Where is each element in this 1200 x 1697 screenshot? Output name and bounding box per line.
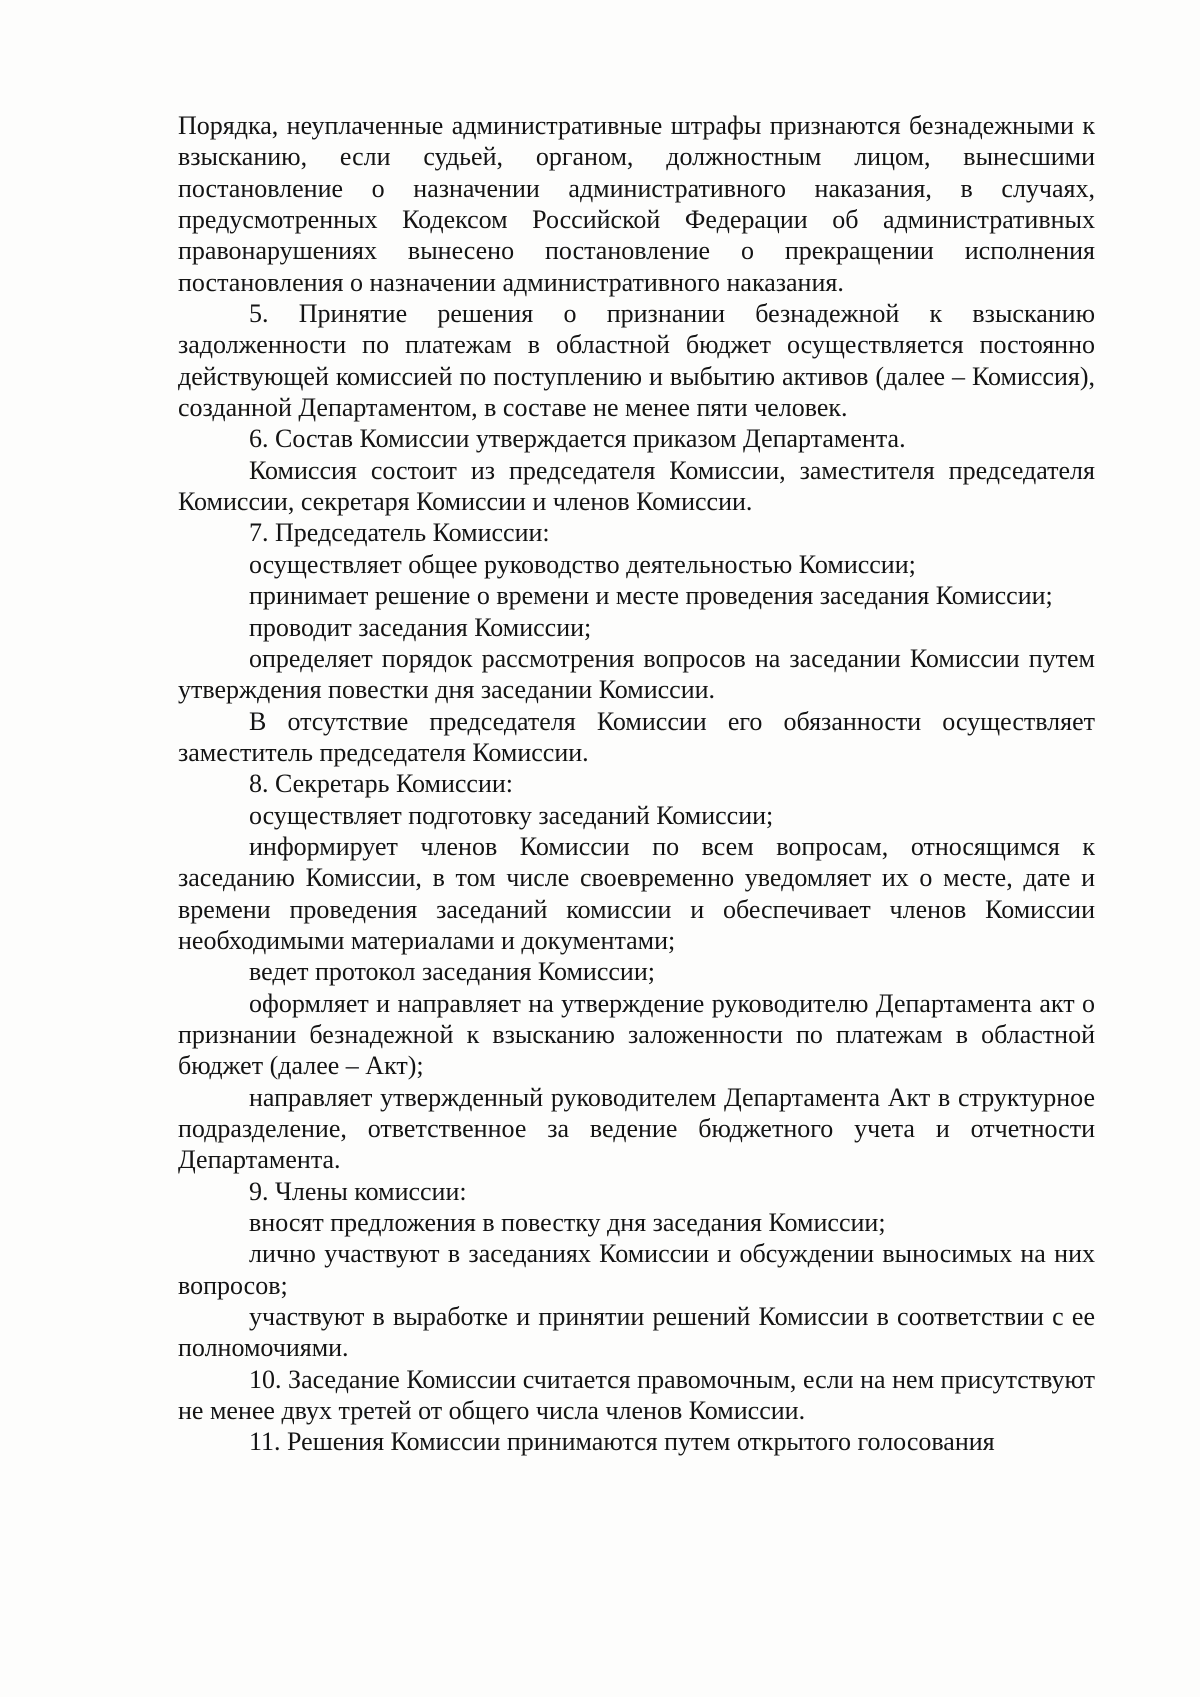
paragraph-10-quorum: 10. Заседание Комиссии считается правомочным, если на нем присутствуют не менее двух третей от общего числа членов Комиссии. [178, 1364, 1095, 1426]
paragraph-secretary-duty-4: оформляет и направляет на утверждение руководителю Департамента акт о признании безнадежной к взысканию заложенности по платежам в областной бюджет (далее – Акт); [178, 988, 1095, 1081]
paragraph-chairman-absence: В отсутствие председателя Комиссии его обязанности осуществляет заместитель председателя Комиссии. [178, 706, 1095, 767]
paragraph-secretary-duty-2: информирует членов Комиссии по всем вопросам, относящимся к заседанию Комиссии, в том числе своевременно уведомляет их о месте, дате и времени проведения заседаний комиссии и обеспечивает членов Комиссии необходимыми материалами и документами; [178, 831, 1095, 955]
paragraph-secretary-duty-5: направляет утвержденный руководителем Департамента Акт в структурное подразделение, ответственное за ведение бюджетного учета и отчетности Департамента. [178, 1082, 1095, 1175]
paragraph-secretary-duty-1: осуществляет подготовку заседаний Комиссии; [249, 800, 774, 830]
paragraph-6-commission-composition: 6. Состав Комиссии утверждается приказом Департамента. [249, 424, 906, 454]
paragraph-5-commission-decision: 5. Принятие решения о признании безнадежной к взысканию задолженности по платежам в областной бюджет осуществляется постоянно действующей комиссией по поступлению и выбытию активов (далее – Комиссия), созданной Департаментом, в составе не менее пяти человек. [178, 299, 1095, 423]
paragraph-members-duty-3: участвуют в выработке и принятии решений Комиссии в соответствии с ее полномочиями. [178, 1302, 1095, 1363]
paragraph-chairman-duty-1: осуществляет общее руководство деятельностью Комиссии; [249, 549, 916, 579]
paragraph-9-members-heading: 9. Члены комиссии: [249, 1176, 467, 1206]
paragraph-secretary-duty-3: ведет протокол заседания Комиссии; [249, 957, 655, 987]
document-body [178, 110, 1095, 1458]
paragraph-8-secretary-heading: 8. Секретарь Комиссии: [249, 769, 513, 799]
paragraph-7-chairman-heading: 7. Председатель Комиссии: [249, 518, 550, 548]
paragraph-chairman-duty-3: проводит заседания Комиссии; [249, 612, 592, 642]
paragraph-chairman-duty-2: принимает решение о времени и месте проведения заседания Комиссии; [249, 581, 1053, 611]
paragraph-members-duty-2: лично участвуют в заседаниях Комиссии и обсуждении выносимых на них вопросов; [178, 1239, 1095, 1300]
paragraph-11-voting: 11. Решения Комиссии принимаются путем открытого голосования [249, 1427, 995, 1457]
paragraph-fines-uncollectible: Порядка, неуплаченные административные штрафы признаются безнадежными к взысканию, если судьей, органом, должностным лицом, вынесшими постановление о назначении административного наказания, в случаях, предусмотренных Кодексом Российской Федерации об административных правонарушениях вынесено постановление о прекращении исполнения постановления о назначении административного наказания. [178, 111, 1095, 297]
paragraph-commission-members: Комиссия состоит из председателя Комиссии, заместителя председателя Комиссии, секретаря Комиссии и членов Комиссии. [178, 455, 1095, 517]
paragraph-members-duty-1: вносят предложения в повестку дня заседания Комиссии; [249, 1208, 886, 1238]
paragraph-chairman-duty-4: определяет порядок рассмотрения вопросов на заседании Комиссии путем утверждения повестки дня заседании Комиссии. [178, 643, 1095, 705]
